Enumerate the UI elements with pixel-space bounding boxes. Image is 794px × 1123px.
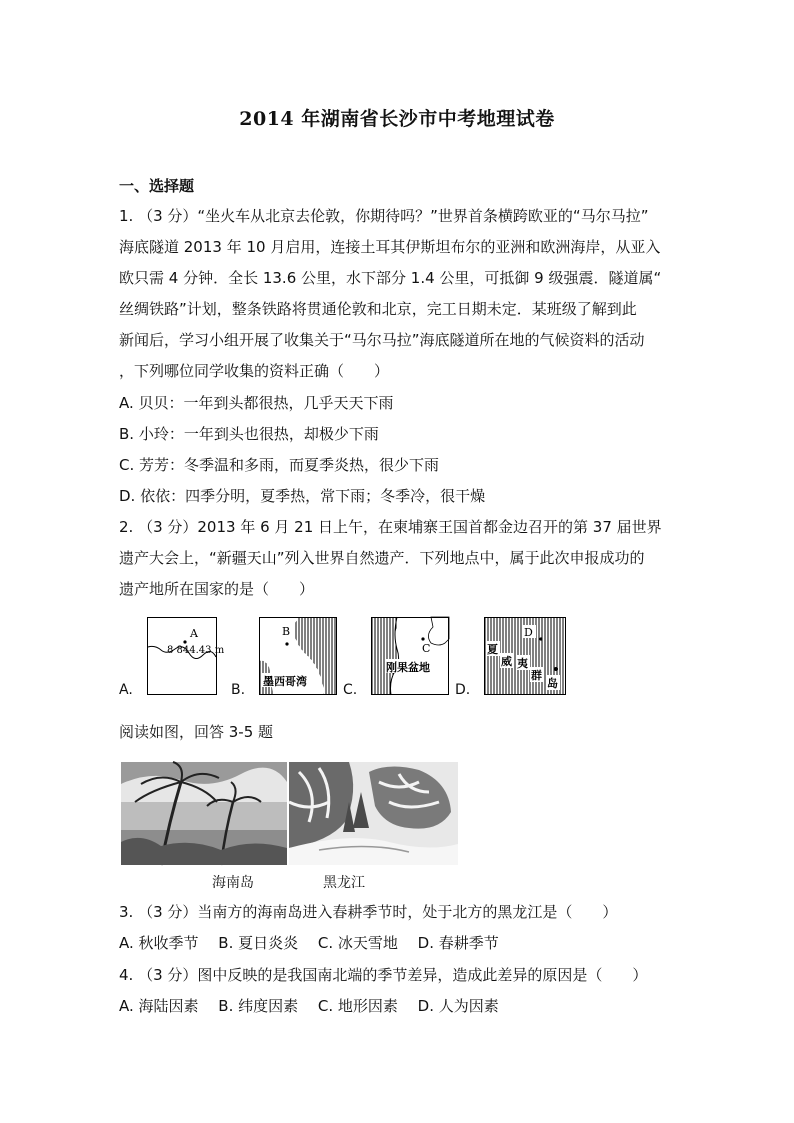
q1-option-c: C. 芳芳：冬季温和多雨，而夏季炎热，很少下雨 [119, 456, 440, 474]
map-d-hawaii [484, 617, 566, 695]
q2-option-d-label: D. [455, 682, 471, 698]
q2-line: 2. （3 分）2013 年 6 月 21 日上午，在柬埔寨王国首都金边召开的第 37 届世界 [119, 518, 662, 536]
map-b-point-label: B [282, 625, 291, 638]
map-c-basin-label: 刚果盆地 [386, 661, 430, 674]
map-d-char: 群 [531, 669, 542, 682]
q1-line: 海底隧道 2013 年 10 月启用，连接土耳其伊斯坦布尔的亚洲和欧洲海岸，从亚入 [119, 238, 661, 256]
map-d-char: 夷 [517, 657, 528, 670]
map-a-mount-everest [147, 617, 225, 695]
q2-line: 遗产大会上，“新疆天山”列入世界自然遗产．下列地点中，属于此次申报成功的 [119, 549, 645, 567]
q1-line: ，下列哪位同学收集的资料正确（ ） [119, 362, 390, 380]
photo-caption-heilongjiang: 黑龙江 [323, 875, 365, 891]
q4-options: A. 海陆因素 B. 纬度因素 C. 地形因素 D. 人为因素 [119, 997, 499, 1015]
q2-option-a-label: A. [119, 682, 133, 698]
q2-line: 遗产地所在国家的是（ ） [119, 580, 315, 598]
q1-line: 新闻后，学习小组开展了收集关于“马尔马拉”海底隧道所在地的气候资料的活动 [119, 331, 645, 349]
map-a-elevation: 8 844.43 m [167, 645, 225, 656]
map-c-point-label: C [422, 642, 431, 655]
q1-line: 欧只需 4 分钟．全长 13.6 公里，水下部分 1.4 公里，可抵御 9 级强震．隧道属“ [119, 269, 662, 287]
map-b-gulf-of-mexico [259, 617, 337, 695]
q1-line: 丝绸铁路”计划，整条铁路将贯通伦敦和北京，完工日期未定．某班级了解到此 [119, 300, 637, 318]
q3-options: A. 秋收季节 B. 夏日炎炎 C. 冰天雪地 D. 春耕季节 [119, 934, 499, 952]
q1-option-d: D. 依依：四季分明，夏季热，常下雨；冬季冷，很干燥 [119, 487, 486, 505]
map-d-point-label: D [524, 626, 533, 639]
map-c-congo-basin [371, 617, 449, 695]
q4-stem: 4. （3 分）图中反映的是我国南北端的季节差异，造成此差异的原因是（ ） [119, 966, 648, 984]
photo-heilongjiang [289, 762, 458, 865]
page-title: 2014 年湖南省长沙市中考地理试卷 [239, 108, 555, 130]
q2-option-c-label: C. [343, 682, 358, 698]
q1-line: 1. （3 分）“坐火车从北京去伦敦，你期待吗？”世界首条横跨欧亚的“马尔马拉” [119, 207, 649, 225]
map-d-char: 岛 [547, 677, 558, 690]
photo-hainan-island [121, 762, 287, 865]
q1-option-a: A. 贝贝：一年到头都很热，几乎天天下雨 [119, 394, 394, 412]
map-b-gulf-label: 墨西哥湾 [263, 675, 307, 688]
q2-option-b-label: B. [231, 682, 246, 698]
q1-option-b: B. 小玲：一年到头也很热，却极少下雨 [119, 425, 379, 443]
map-d-char: 威 [501, 655, 512, 668]
photo-caption-hainan: 海南岛 [212, 875, 254, 891]
reading-instruction: 阅读如图，回答 3-5 题 [119, 723, 274, 741]
map-a-point-label: A [190, 627, 198, 640]
q3-stem: 3. （3 分）当南方的海南岛进入春耕季节时，处于北方的黑龙江是（ ） [119, 903, 618, 921]
map-d-char: 夏 [487, 643, 498, 656]
section-heading: 一、选择题 [119, 177, 195, 195]
